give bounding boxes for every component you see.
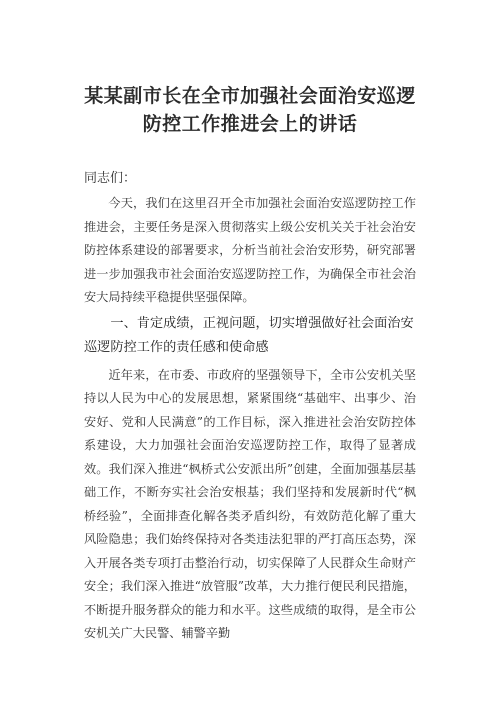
title-line-2: 防控工作推进会上的讲话 — [142, 113, 358, 135]
title-line-1: 某某副市长在全市加强社会面治安巡逻 — [84, 85, 416, 107]
paragraph-intro: 今天，我们在这里召开全市加强社会面治安巡逻防控工作推进会，主要任务是深入贯彻落实上级公安机关关于社会治安防控体系建设的部署要求，分析当前社会治安形势，研究部署进一步加强我市社会面治安巡逻防控工作，为确保全市社会治安大局持续平稳提供坚强保障。 — [84, 196, 416, 304]
salutation: 同志们： — [84, 171, 137, 186]
document-title — [84, 82, 416, 138]
section-heading-1: 一、肯定成绩，正视问题，切实增强做好社会面治安巡逻防控工作的责任感和使命感 — [84, 315, 414, 355]
paragraph-achievements: 近年来，在市委、市政府的坚强领导下，全市公安机关坚持以人民为中心的发展思想，紧紧围绕“基础牢、出事少、治安好、党和人民满意”的工作目标，深入推进社会治安防控体系建设，大力加强社会面治安巡逻防控工作，取得了显著成效。我们深入推进“枫桥式公安派出所”创建，全面加强基层基础工作，不断夯实社会治安根基；我们坚持和发展新时代“枫桥经验”，全面排查化解各类矛盾纠纷，有效防范化解了重大风险隐患；我们始终保持对各类违法犯罪的严打高压态势，深入开展各类专项打击整治行动，切实保障了人民群众生命财产安全；我们深入推进“放管服”改革，大力推行便民利民措施，不断提升服务群众的能力和水平。这些成绩的取得，是全市公安机关广大民警、辅警辛勤 — [84, 367, 416, 640]
